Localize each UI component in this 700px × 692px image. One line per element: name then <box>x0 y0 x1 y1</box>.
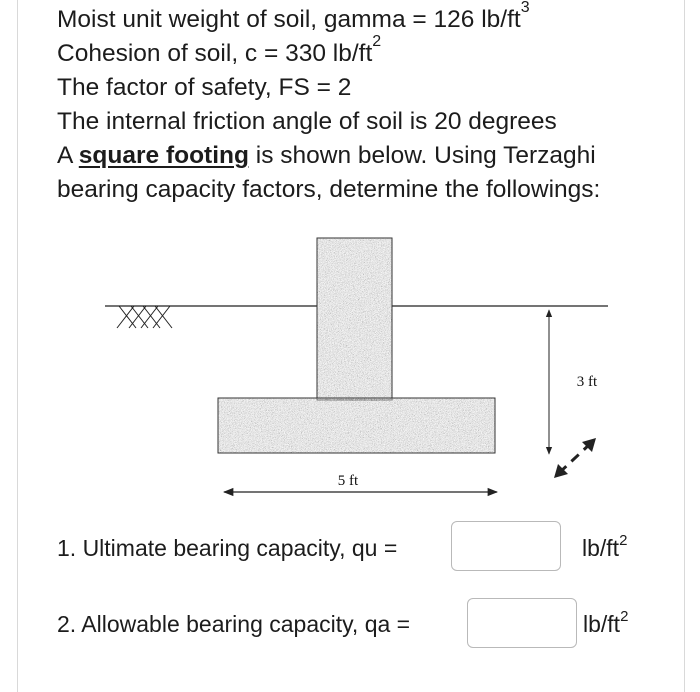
ultimate-capacity-label <box>57 535 397 562</box>
ultimate-capacity-unit <box>582 532 628 562</box>
cohesion-text: Cohesion of soil, c = 330 lb/ft <box>57 40 373 67</box>
left-border <box>17 0 18 692</box>
footing-description-line <box>57 139 677 173</box>
factor-of-safety-line: The factor of safety, FS = 2 <box>57 74 352 101</box>
friction-angle-line: The internal friction angle of soil is 20 degrees <box>57 108 557 135</box>
allowable-capacity-label <box>57 611 410 638</box>
unit-weight-line <box>57 0 677 37</box>
footing-prefix: A <box>57 142 79 169</box>
square-footing-emphasis: square footing <box>78 142 249 169</box>
unit-weight-text: Moist unit weight of soil, gamma = 126 lb/ft <box>57 6 521 33</box>
resize-handle-icon[interactable] <box>554 438 596 478</box>
width-label: 5 ft <box>337 473 359 489</box>
ultimate-unit-exponent: 2 <box>619 532 628 549</box>
allowable-capacity-input[interactable] <box>467 598 577 648</box>
cohesion-exponent: 2 <box>372 33 382 50</box>
ultimate-unit-text: lb/ft <box>582 535 620 561</box>
allowable-unit-exponent: 2 <box>620 608 629 625</box>
right-border <box>684 0 685 692</box>
ground-hatch-icon <box>117 306 172 328</box>
instructions-line: bearing capacity factors, determine the followings: <box>57 176 601 203</box>
footing-diagram <box>100 230 620 510</box>
cohesion-line <box>57 33 677 71</box>
unit-weight-exponent: 3 <box>520 0 530 16</box>
footing-suffix: is shown below. Using Terzaghi <box>248 142 596 169</box>
allowable-unit-text: lb/ft <box>583 611 621 637</box>
depth-label: 3 ft <box>576 374 598 390</box>
ultimate-capacity-text: 1. Ultimate bearing capacity, qu = <box>57 535 398 561</box>
allowable-capacity-text: 2. Allowable bearing capacity, qa = <box>57 611 411 637</box>
ultimate-capacity-input[interactable] <box>451 521 561 571</box>
footing-column <box>317 238 392 400</box>
problem-statement <box>57 0 677 207</box>
allowable-capacity-unit <box>583 608 629 638</box>
footing-base <box>218 398 495 453</box>
